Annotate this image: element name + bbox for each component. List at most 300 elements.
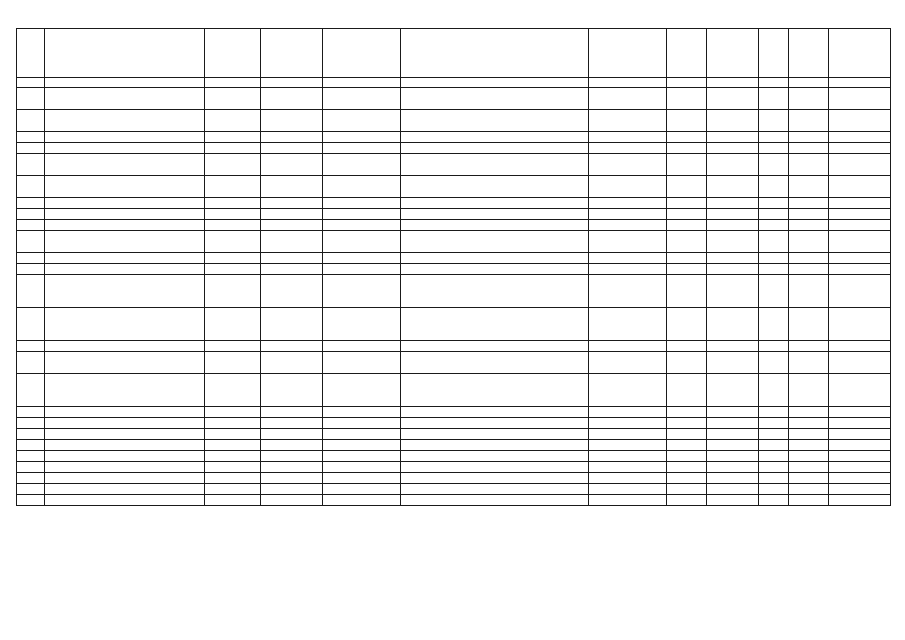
cell-cadastral xyxy=(261,374,323,407)
cell-land-code xyxy=(667,484,707,495)
cell-category xyxy=(323,132,401,143)
cell-cadastral-value xyxy=(829,143,891,154)
cell-area-fraction xyxy=(589,231,667,253)
table-row xyxy=(17,495,891,506)
cell-permitted-use xyxy=(401,231,589,253)
cell-area xyxy=(707,143,759,154)
cell-region xyxy=(205,308,261,341)
cell-upks xyxy=(759,451,789,462)
cell-area-fraction xyxy=(589,407,667,418)
column-header-index xyxy=(17,29,45,78)
cell-location xyxy=(45,484,205,495)
cell-region xyxy=(205,352,261,374)
cell-code xyxy=(789,352,829,374)
cell-code xyxy=(789,88,829,110)
cell-region xyxy=(205,429,261,440)
cell-area xyxy=(707,275,759,308)
cell-cadastral xyxy=(261,275,323,308)
cell-cadastral-value xyxy=(829,451,891,462)
cell-category xyxy=(323,308,401,341)
cell-land-code xyxy=(667,308,707,341)
cell-region xyxy=(205,275,261,308)
cell-code xyxy=(789,143,829,154)
cell-category xyxy=(323,484,401,495)
cell-index xyxy=(17,473,45,484)
cell-region xyxy=(205,440,261,451)
cell-cadastral xyxy=(261,495,323,506)
cell-cadastral-value xyxy=(829,253,891,264)
cell-index xyxy=(17,154,45,176)
table-row xyxy=(17,473,891,484)
cell-index xyxy=(17,440,45,451)
cell-area xyxy=(707,473,759,484)
cell-category xyxy=(323,154,401,176)
cell-cadastral xyxy=(261,154,323,176)
cell-area xyxy=(707,198,759,209)
cell-code xyxy=(789,231,829,253)
cell-cadastral xyxy=(261,484,323,495)
cell-category xyxy=(323,209,401,220)
cell-upks xyxy=(759,143,789,154)
cell-upks xyxy=(759,341,789,352)
cell-cadastral-value xyxy=(829,429,891,440)
cell-region xyxy=(205,231,261,253)
document-sheet xyxy=(16,28,890,598)
cell-code xyxy=(789,198,829,209)
cell-cadastral-value xyxy=(829,374,891,407)
cell-index xyxy=(17,253,45,264)
cell-code xyxy=(789,110,829,132)
cell-region xyxy=(205,110,261,132)
cell-category xyxy=(323,198,401,209)
cell-permitted-use xyxy=(401,209,589,220)
cell-region xyxy=(205,253,261,264)
table-row xyxy=(17,429,891,440)
cell-area-fraction xyxy=(589,78,667,88)
cell-upks xyxy=(759,231,789,253)
cell-land-code xyxy=(667,209,707,220)
cell-code xyxy=(789,264,829,275)
cell-index xyxy=(17,462,45,473)
cell-index xyxy=(17,209,45,220)
cell-region xyxy=(205,143,261,154)
cell-location xyxy=(45,275,205,308)
cell-region xyxy=(205,341,261,352)
cell-permitted-use xyxy=(401,220,589,231)
cell-location xyxy=(45,308,205,341)
cell-upks xyxy=(759,264,789,275)
cell-code xyxy=(789,220,829,231)
cell-cadastral-value xyxy=(829,495,891,506)
cell-land-code xyxy=(667,352,707,374)
cell-cadastral xyxy=(261,176,323,198)
cell-cadastral-value xyxy=(829,407,891,418)
cell-index xyxy=(17,88,45,110)
cell-location xyxy=(45,209,205,220)
cell-area xyxy=(707,253,759,264)
cell-cadastral-value xyxy=(829,264,891,275)
cell-land-code xyxy=(667,451,707,462)
cell-upks xyxy=(759,220,789,231)
cell-code xyxy=(789,451,829,462)
cell-upks xyxy=(759,198,789,209)
cell-index xyxy=(17,308,45,341)
cell-location xyxy=(45,220,205,231)
cell-cadastral xyxy=(261,231,323,253)
cell-category xyxy=(323,88,401,110)
cell-cadastral xyxy=(261,198,323,209)
cell-region xyxy=(205,495,261,506)
cell-upks xyxy=(759,484,789,495)
cell-area-fraction xyxy=(589,88,667,110)
table-row xyxy=(17,220,891,231)
cell-cadastral xyxy=(261,308,323,341)
cell-location xyxy=(45,198,205,209)
cell-category xyxy=(323,374,401,407)
cell-cadastral-value xyxy=(829,484,891,495)
cell-index xyxy=(17,495,45,506)
cell-upks xyxy=(759,407,789,418)
cell-cadastral-value xyxy=(829,88,891,110)
cell-upks xyxy=(759,253,789,264)
cell-upks xyxy=(759,209,789,220)
cell-upks xyxy=(759,429,789,440)
cell-code xyxy=(789,341,829,352)
table-row xyxy=(17,143,891,154)
cell-land-code xyxy=(667,418,707,429)
cell-land-code xyxy=(667,462,707,473)
data-table xyxy=(16,28,891,506)
cell-permitted-use xyxy=(401,143,589,154)
cell-cadastral xyxy=(261,110,323,132)
cell-category xyxy=(323,275,401,308)
cell-index xyxy=(17,418,45,429)
cell-region xyxy=(205,132,261,143)
cell-index xyxy=(17,341,45,352)
cell-category xyxy=(323,462,401,473)
column-header-cadastral-value xyxy=(829,29,891,78)
table-body xyxy=(17,78,891,506)
table-row xyxy=(17,374,891,407)
cell-cadastral-value xyxy=(829,462,891,473)
cell-permitted-use xyxy=(401,264,589,275)
cell-code xyxy=(789,473,829,484)
cell-location xyxy=(45,253,205,264)
cell-permitted-use xyxy=(401,462,589,473)
cell-land-code xyxy=(667,341,707,352)
cell-index xyxy=(17,407,45,418)
cell-cadastral-value xyxy=(829,418,891,429)
table-row xyxy=(17,209,891,220)
cell-location xyxy=(45,440,205,451)
cell-area-fraction xyxy=(589,176,667,198)
cell-permitted-use xyxy=(401,110,589,132)
cell-area xyxy=(707,78,759,88)
cell-upks xyxy=(759,374,789,407)
cell-land-code xyxy=(667,374,707,407)
cell-category xyxy=(323,407,401,418)
cell-category xyxy=(323,451,401,462)
cell-upks xyxy=(759,78,789,88)
cell-cadastral xyxy=(261,418,323,429)
cell-index xyxy=(17,176,45,198)
cell-area xyxy=(707,154,759,176)
cell-upks xyxy=(759,110,789,132)
cell-permitted-use xyxy=(401,253,589,264)
table-row xyxy=(17,88,891,110)
cell-cadastral xyxy=(261,473,323,484)
cell-area-fraction xyxy=(589,352,667,374)
cell-category xyxy=(323,341,401,352)
cell-land-code xyxy=(667,231,707,253)
cell-permitted-use xyxy=(401,440,589,451)
cell-area-fraction xyxy=(589,143,667,154)
cell-code xyxy=(789,440,829,451)
column-header-cadastral xyxy=(261,29,323,78)
cell-area-fraction xyxy=(589,198,667,209)
cell-category xyxy=(323,418,401,429)
cell-code xyxy=(789,209,829,220)
table-row xyxy=(17,462,891,473)
cell-region xyxy=(205,264,261,275)
cell-region xyxy=(205,220,261,231)
cell-index xyxy=(17,78,45,88)
column-header-location xyxy=(45,29,205,78)
table-row xyxy=(17,407,891,418)
cell-permitted-use xyxy=(401,418,589,429)
cell-land-code xyxy=(667,154,707,176)
table-row xyxy=(17,231,891,253)
table-row xyxy=(17,352,891,374)
cell-cadastral-value xyxy=(829,209,891,220)
cell-land-code xyxy=(667,495,707,506)
cell-permitted-use xyxy=(401,78,589,88)
cell-location xyxy=(45,418,205,429)
cell-index xyxy=(17,132,45,143)
cell-upks xyxy=(759,176,789,198)
cell-index xyxy=(17,451,45,462)
cell-cadastral xyxy=(261,78,323,88)
column-header-land-code xyxy=(667,29,707,78)
cell-region xyxy=(205,407,261,418)
cell-permitted-use xyxy=(401,495,589,506)
table-row xyxy=(17,154,891,176)
cell-area-fraction xyxy=(589,341,667,352)
cell-area xyxy=(707,462,759,473)
cell-location xyxy=(45,473,205,484)
cell-cadastral xyxy=(261,132,323,143)
cell-cadastral xyxy=(261,352,323,374)
cell-permitted-use xyxy=(401,176,589,198)
cell-code xyxy=(789,253,829,264)
cell-area-fraction xyxy=(589,374,667,407)
cell-code xyxy=(789,429,829,440)
cell-index xyxy=(17,220,45,231)
table-row xyxy=(17,78,891,88)
cell-upks xyxy=(759,275,789,308)
cell-region xyxy=(205,154,261,176)
cell-area-fraction xyxy=(589,418,667,429)
cell-cadastral xyxy=(261,143,323,154)
cell-cadastral xyxy=(261,264,323,275)
cell-location xyxy=(45,154,205,176)
cell-region xyxy=(205,176,261,198)
cell-index xyxy=(17,374,45,407)
cell-location xyxy=(45,462,205,473)
cell-location xyxy=(45,451,205,462)
cell-code xyxy=(789,132,829,143)
cell-area xyxy=(707,418,759,429)
cell-permitted-use xyxy=(401,407,589,418)
table-row xyxy=(17,253,891,264)
cell-cadastral xyxy=(261,341,323,352)
cell-index xyxy=(17,231,45,253)
cell-area-fraction xyxy=(589,462,667,473)
cell-land-code xyxy=(667,429,707,440)
cell-code xyxy=(789,484,829,495)
cell-upks xyxy=(759,440,789,451)
cell-upks xyxy=(759,473,789,484)
cell-location xyxy=(45,374,205,407)
cell-land-code xyxy=(667,143,707,154)
cell-permitted-use xyxy=(401,198,589,209)
cell-code xyxy=(789,374,829,407)
cell-area-fraction xyxy=(589,132,667,143)
cell-code xyxy=(789,308,829,341)
cell-index xyxy=(17,429,45,440)
cell-cadastral-value xyxy=(829,231,891,253)
cell-category xyxy=(323,110,401,132)
cell-region xyxy=(205,418,261,429)
table-header xyxy=(17,29,891,78)
cell-cadastral xyxy=(261,88,323,110)
cell-location xyxy=(45,88,205,110)
cell-land-code xyxy=(667,407,707,418)
cell-location xyxy=(45,352,205,374)
cell-region xyxy=(205,451,261,462)
cell-land-code xyxy=(667,473,707,484)
cell-land-code xyxy=(667,132,707,143)
cell-area xyxy=(707,341,759,352)
cell-cadastral xyxy=(261,462,323,473)
cell-permitted-use xyxy=(401,374,589,407)
cell-area-fraction xyxy=(589,110,667,132)
cell-cadastral-value xyxy=(829,275,891,308)
column-header-area xyxy=(707,29,759,78)
cell-region xyxy=(205,374,261,407)
cell-category xyxy=(323,78,401,88)
table-row xyxy=(17,275,891,308)
cell-land-code xyxy=(667,88,707,110)
cell-area xyxy=(707,209,759,220)
cell-area-fraction xyxy=(589,451,667,462)
cell-area-fraction xyxy=(589,275,667,308)
cell-area xyxy=(707,231,759,253)
cell-area xyxy=(707,484,759,495)
cell-cadastral xyxy=(261,209,323,220)
cell-area xyxy=(707,440,759,451)
cell-permitted-use xyxy=(401,341,589,352)
cell-area-fraction xyxy=(589,495,667,506)
cell-location xyxy=(45,176,205,198)
cell-area-fraction xyxy=(589,308,667,341)
cell-category xyxy=(323,352,401,374)
cell-code xyxy=(789,176,829,198)
cell-region xyxy=(205,78,261,88)
column-header-region xyxy=(205,29,261,78)
cell-cadastral-value xyxy=(829,220,891,231)
cell-category xyxy=(323,440,401,451)
cell-land-code xyxy=(667,440,707,451)
column-header-category xyxy=(323,29,401,78)
cell-cadastral xyxy=(261,451,323,462)
cell-category xyxy=(323,176,401,198)
cell-area xyxy=(707,220,759,231)
cell-area xyxy=(707,495,759,506)
cell-area xyxy=(707,176,759,198)
table-row xyxy=(17,264,891,275)
cell-permitted-use xyxy=(401,484,589,495)
cell-category xyxy=(323,231,401,253)
cell-location xyxy=(45,495,205,506)
cell-location xyxy=(45,407,205,418)
cell-permitted-use xyxy=(401,308,589,341)
cell-upks xyxy=(759,462,789,473)
cell-code xyxy=(789,462,829,473)
cell-land-code xyxy=(667,275,707,308)
cell-cadastral-value xyxy=(829,341,891,352)
cell-area xyxy=(707,308,759,341)
cell-upks xyxy=(759,495,789,506)
cell-cadastral-value xyxy=(829,78,891,88)
cell-area-fraction xyxy=(589,154,667,176)
cell-location xyxy=(45,264,205,275)
cell-cadastral xyxy=(261,429,323,440)
cell-region xyxy=(205,462,261,473)
cell-area xyxy=(707,132,759,143)
table-row xyxy=(17,132,891,143)
cell-region xyxy=(205,88,261,110)
cell-index xyxy=(17,484,45,495)
cell-category xyxy=(323,253,401,264)
cell-land-code xyxy=(667,220,707,231)
cell-area-fraction xyxy=(589,473,667,484)
cell-permitted-use xyxy=(401,275,589,308)
table-row xyxy=(17,308,891,341)
cell-region xyxy=(205,209,261,220)
table-row xyxy=(17,198,891,209)
cell-land-code xyxy=(667,253,707,264)
cell-permitted-use xyxy=(401,429,589,440)
cell-location xyxy=(45,143,205,154)
cell-cadastral xyxy=(261,407,323,418)
column-header-upks xyxy=(759,29,789,78)
cell-cadastral-value xyxy=(829,352,891,374)
column-header-permitted-use xyxy=(401,29,589,78)
cell-cadastral-value xyxy=(829,176,891,198)
cell-index xyxy=(17,264,45,275)
cell-upks xyxy=(759,154,789,176)
cell-category xyxy=(323,220,401,231)
table-row xyxy=(17,484,891,495)
cell-code xyxy=(789,154,829,176)
cell-index xyxy=(17,275,45,308)
cell-category xyxy=(323,495,401,506)
cell-permitted-use xyxy=(401,88,589,110)
cell-area xyxy=(707,88,759,110)
cell-area xyxy=(707,110,759,132)
cell-area-fraction xyxy=(589,440,667,451)
